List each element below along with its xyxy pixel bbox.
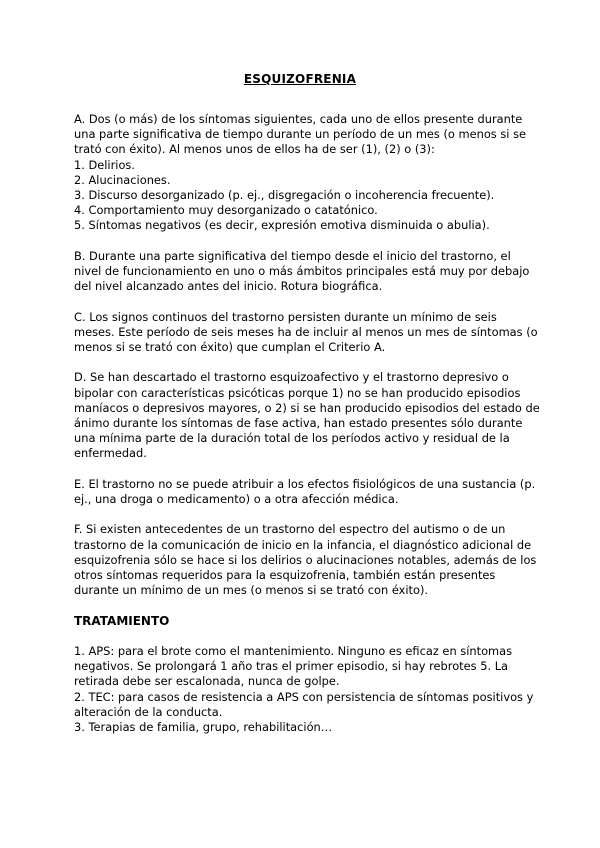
text-line: A. Dos (o más) de los síntomas siguientes, cada uno de ellos presente durante [74, 112, 523, 126]
text-line: durante un mínimo de un mes (o menos si se trató con éxito). [74, 583, 429, 598]
document-title: ESQUIZOFRENIA [243, 72, 357, 86]
text-line: una parte significativa de tiempo durante un período de un mes (o menos si se [74, 127, 527, 142]
text-line: bipolar con características psicóticas porque 1) no se han producido episodios [74, 385, 521, 400]
list-item: 3. Terapias de familia, grupo, rehabilitación… [74, 720, 333, 735]
text-line: negativos. Se prolongará 1 año tras el primer episodio, si hay rebrotes 5. La [74, 659, 509, 674]
text-line: ej., una droga o medicamento) o a otra afección médica. [74, 492, 399, 507]
text-line: E. El trastorno no se puede atribuir a los efectos fisiológicos de una sustancia (p. [74, 476, 536, 491]
list-item: 3. Discurso desorganizado (p. ej., disgregación o incoherencia frecuente). [74, 188, 495, 203]
text-line: otros síntomas requeridos para la esquizofrenia, también están presentes [74, 568, 496, 583]
text-line: F. Si existen antecedentes de un trastorno del espectro del autismo o de un [74, 522, 506, 537]
list-item: 1. Delirios. [74, 157, 135, 172]
list-item: 2. TEC: para casos de resistencia a APS con persistencia de síntomas positivos y [74, 689, 534, 704]
text-line: ánimo durante los síntomas de fase activa, han estado presentes sólo durante [74, 416, 523, 431]
text-line: esquizofrenia sólo se hace si los delirios o alucinaciones notables, además de los [74, 552, 537, 567]
criterion-f [74, 522, 537, 598]
list-item: 1. APS: para el brote como el mantenimiento. Ninguno es eficaz en síntomas [74, 644, 513, 658]
document-body [74, 112, 540, 750]
text-line: C. Los signos continuos del trastorno persisten durante un mínimo de seis [74, 309, 497, 324]
criterion-e [74, 477, 534, 507]
text-line: una mínima parte de la duración total de los períodos activo y residual de la [74, 431, 510, 446]
treatment-heading: TRATAMIENTO [74, 613, 170, 628]
text-line: del nivel alcanzado antes del inicio. Rotura biográfica. [74, 279, 383, 294]
list-item: 4. Comportamiento muy desorganizado o catatónico. [74, 203, 378, 218]
list-item: 2. Alucinaciones. [74, 172, 171, 187]
text-line: B. Durante una parte significativa del tiempo desde el inicio del trastorno, el [74, 248, 511, 263]
text-line: trastorno de la comunicación de inicio en la infancia, el diagnóstico adicional de [74, 537, 532, 552]
text-line: meses. Este período de seis meses ha de incluir al menos un mes de síntomas (o [74, 324, 538, 339]
text-line: retirada debe ser escalonada, nunca de golpe. [74, 674, 340, 689]
criterion-a [74, 112, 534, 234]
criterion-d [74, 370, 540, 461]
text-line: maníacos o depresivos mayores, o 2) si se han producido episodios del estado de [74, 400, 540, 415]
text-line: menos si se trató con éxito) que cumplan el Criterio A. [74, 340, 386, 355]
text-line: enfermedad. [74, 446, 147, 461]
criterion-c [74, 309, 538, 356]
text-line: alteración de la conducta. [74, 704, 223, 719]
text-line: D. Se han descartado el trastorno esquizoafectivo y el trastorno depresivo o [74, 370, 509, 385]
criterion-b [74, 249, 534, 295]
list-item: 5. Síntomas negativos (es decir, expresión emotiva disminuida o abulia). [74, 218, 490, 233]
treatment-list [74, 644, 534, 735]
text-line: trató con éxito). Al menos unos de ellos ha de ser (1), (2) o (3): [74, 142, 435, 157]
text-line: nivel de funcionamiento en uno o más ámbitos principales está muy por debajo [74, 264, 530, 279]
